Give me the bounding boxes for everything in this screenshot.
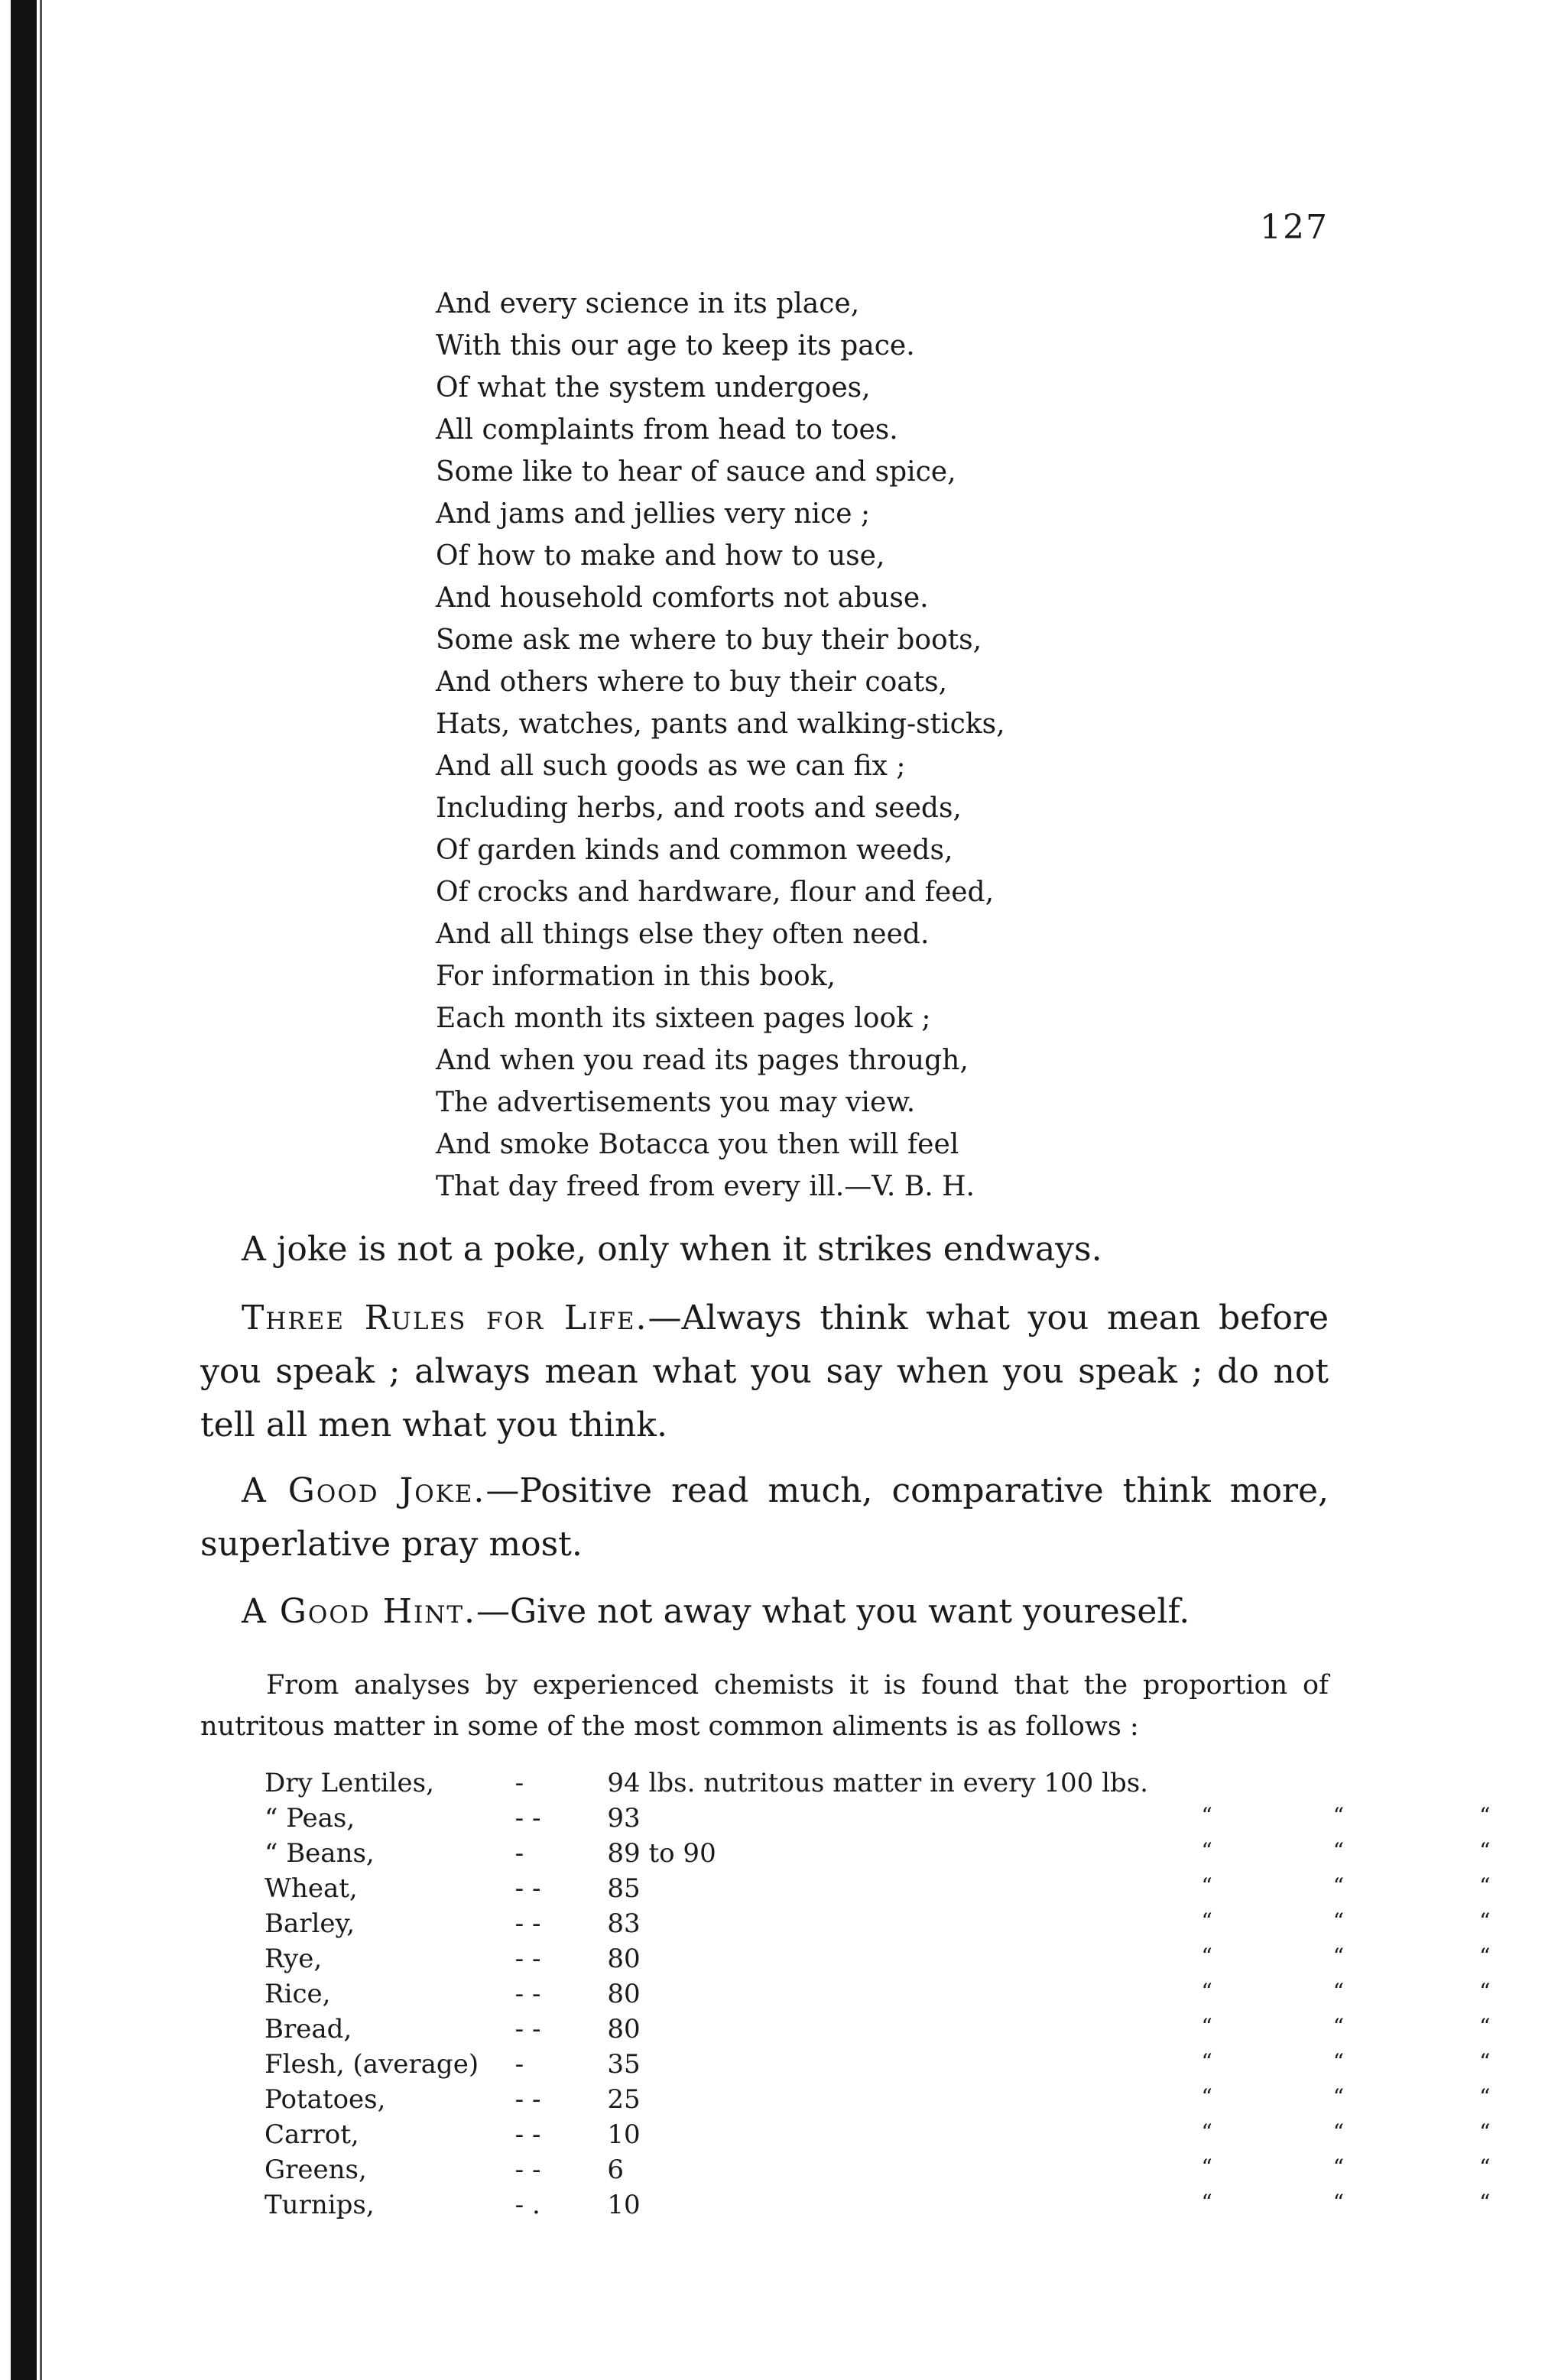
three-rules-heading: Three Rules for Life.	[242, 1299, 648, 1338]
table-row	[265, 2157, 1558, 2192]
page-number: 127	[1260, 208, 1329, 247]
poem-line: Of how to make and how to use,	[436, 540, 885, 572]
ditto-mark: “	[1332, 2014, 1345, 2039]
ditto-mark: “	[1201, 1803, 1212, 1828]
ditto-mark: “	[1332, 2119, 1345, 2145]
nutrient-amount: 35	[607, 2049, 641, 2080]
ditto-mark: “	[1201, 1908, 1212, 1934]
nutrient-amount: 80	[607, 1944, 641, 1974]
poem-line: Each month its sixteen pages look ;	[436, 1003, 931, 1034]
leader-dashes: - -	[514, 2155, 541, 2185]
ditto-mark: “	[1201, 2155, 1212, 2180]
leader-dashes: - .	[514, 2190, 540, 2220]
poem-line: For information in this book,	[436, 961, 836, 992]
table-row	[265, 1840, 1558, 1876]
ditto-mark: “	[1479, 1908, 1491, 1934]
table-row	[265, 1770, 1558, 1805]
ditto-mark: “	[1479, 2155, 1491, 2180]
binding-edge	[11, 0, 37, 2380]
leader-dashes: - -	[514, 1803, 541, 1834]
poem-line: With this our age to keep its pace.	[436, 330, 915, 362]
amount-value: 94	[607, 1768, 641, 1798]
poem-line: Of crocks and hardware, flour and feed,	[436, 877, 995, 908]
poem-line: And all things else they often need.	[436, 919, 930, 950]
food-name: “ Peas,	[265, 1803, 355, 1834]
leader-dashes: -	[514, 2049, 524, 2080]
leader-dashes: - -	[514, 1908, 541, 1939]
poem-line: Of what the system undergoes,	[436, 372, 871, 404]
poem-line: And every science in its place,	[436, 288, 860, 319]
poem-line: The advertisements you may view.	[436, 1087, 916, 1118]
food-name: Flesh, (average)	[265, 2049, 479, 2080]
poem-line: Including herbs, and roots and seeds,	[436, 793, 962, 824]
ditto-mark: “	[1479, 2014, 1491, 2039]
leader-dashes: - -	[514, 2014, 541, 2044]
binding-edge-line	[40, 0, 42, 2380]
poem	[436, 283, 1391, 1208]
food-name: Potatoes,	[265, 2084, 386, 2115]
good-hint-text: —Give not away what you want youreself.	[476, 1592, 1190, 1631]
food-name: Bread,	[265, 2014, 352, 2044]
good-joke-text: —Positive read much, comparative think more, superlative pray most.	[200, 1471, 1329, 1564]
ditto-mark: “	[1479, 2190, 1491, 2215]
ditto-mark: “	[1201, 1979, 1212, 2004]
food-name: Carrot,	[265, 2119, 359, 2150]
nutrient-amount: 80	[607, 2014, 641, 2044]
leader-dashes: -	[514, 1768, 524, 1798]
table-row	[265, 1876, 1558, 1911]
ditto-mark: “	[1201, 2049, 1212, 2074]
poem-line: And smoke Botacca you then will feel	[436, 1129, 959, 1160]
good-hint-paragraph	[200, 1585, 1329, 1639]
unit-text: lbs. nutritous matter in every 100 lbs.	[648, 1768, 1148, 1798]
ditto-mark: “	[1479, 2049, 1491, 2074]
good-joke-heading: A Good Joke.	[242, 1471, 486, 1510]
ditto-mark: “	[1332, 2155, 1345, 2180]
poem-line: Of garden kinds and common weeds,	[436, 835, 953, 866]
nutrient-amount: 93	[607, 1803, 641, 1834]
ditto-mark: “	[1201, 2190, 1212, 2215]
ditto-mark: “	[1479, 1838, 1491, 1863]
nutrient-amount: 85	[607, 1873, 641, 1904]
ditto-mark: “	[1201, 1873, 1212, 1898]
leader-dashes: - -	[514, 1873, 541, 1904]
ditto-mark: “	[1332, 1838, 1345, 1863]
nutrient-amount: 83	[607, 1908, 641, 1939]
table-row	[265, 2192, 1558, 2227]
leader-dashes: - -	[514, 1979, 541, 2009]
food-name: “ Beans,	[265, 1838, 375, 1869]
ditto-mark: “	[1332, 2049, 1345, 2074]
poem-line: Hats, watches, pants and walking-sticks,	[436, 708, 1005, 740]
food-name: Turnips,	[265, 2190, 375, 2220]
table-row	[265, 2016, 1558, 2051]
poem-line: And jams and jellies very nice ;	[436, 498, 871, 530]
food-name: Rice,	[265, 1979, 331, 2009]
nutrient-amount: 10	[607, 2119, 641, 2150]
poem-line: And all such goods as we can fix ;	[436, 751, 906, 782]
three-rules-paragraph	[200, 1292, 1329, 1452]
ditto-mark: “	[1201, 2119, 1212, 2145]
table-row	[265, 1946, 1558, 1981]
leader-dashes: - -	[514, 2119, 541, 2150]
nutrient-amount: 80	[607, 1979, 641, 2009]
good-joke-paragraph	[200, 1464, 1329, 1571]
nutrient-amount: 25	[607, 2084, 641, 2115]
poem-line: And when you read its pages through,	[436, 1045, 969, 1076]
table-row	[265, 1805, 1558, 1840]
poem-line: And others where to buy their coats,	[436, 666, 948, 698]
food-name: Greens,	[265, 2155, 367, 2185]
ditto-mark: “	[1332, 2190, 1345, 2215]
ditto-mark: “	[1201, 1838, 1212, 1863]
poem-line: Some like to hear of sauce and spice,	[436, 456, 956, 488]
leader-dashes: - -	[514, 1944, 541, 1974]
ditto-mark: “	[1479, 1803, 1491, 1828]
nutrient-amount: 89 to 90	[607, 1838, 716, 1869]
ditto-mark: “	[1201, 2014, 1212, 2039]
ditto-mark: “	[1332, 1803, 1345, 1828]
ditto-mark: “	[1332, 1873, 1345, 1898]
ditto-mark: “	[1479, 2119, 1491, 2145]
food-name: Barley,	[265, 1908, 355, 1939]
ditto-mark: “	[1332, 1944, 1345, 1969]
food-name: Wheat,	[265, 1873, 358, 1904]
table-row	[265, 2051, 1558, 2087]
aliments-table	[265, 1770, 1558, 2227]
table-row	[265, 2122, 1558, 2157]
nutrient-amount	[607, 1770, 1148, 1805]
good-hint-heading: A Good Hint.	[242, 1592, 476, 1631]
poem-line: And household comforts not abuse.	[436, 582, 929, 614]
poem-line: That day freed from every ill.—V. B. H.	[436, 1171, 975, 1202]
three-rules-text: —Always think what you mean before you speak ; always mean what you say when you speak ; do not tell all men what you think.	[200, 1299, 1329, 1445]
ditto-mark: “	[1479, 1944, 1491, 1969]
ditto-mark: “	[1332, 1908, 1345, 1934]
ditto-mark: “	[1332, 1979, 1345, 2004]
table-row	[265, 1911, 1558, 1946]
nutrient-amount: 6	[607, 2155, 625, 2185]
ditto-mark: “	[1332, 2084, 1345, 2109]
table-row	[265, 1981, 1558, 2016]
ditto-mark: “	[1479, 1979, 1491, 2004]
food-name: Dry Lentiles,	[265, 1768, 434, 1798]
leader-dashes: -	[514, 1838, 524, 1869]
poem-line: All complaints from head to toes.	[436, 414, 898, 446]
poem-line: Some ask me where to buy their boots,	[436, 624, 982, 656]
aliments-intro: From analyses by experienced chemists it is found that the proportion of nutritous matter in some of the most common aliments is as follows :	[200, 1670, 1329, 1742]
nutrient-amount: 10	[607, 2190, 641, 2220]
joke-paragraph: A joke is not a poke, only when it strikes endways.	[242, 1230, 1102, 1269]
leader-dashes: - -	[514, 2084, 541, 2115]
ditto-mark: “	[1201, 2084, 1212, 2109]
ditto-mark: “	[1201, 1944, 1212, 1969]
ditto-mark: “	[1479, 1873, 1491, 1898]
table-row	[265, 2087, 1558, 2122]
ditto-mark: “	[1479, 2084, 1491, 2109]
food-name: Rye,	[265, 1944, 323, 1974]
